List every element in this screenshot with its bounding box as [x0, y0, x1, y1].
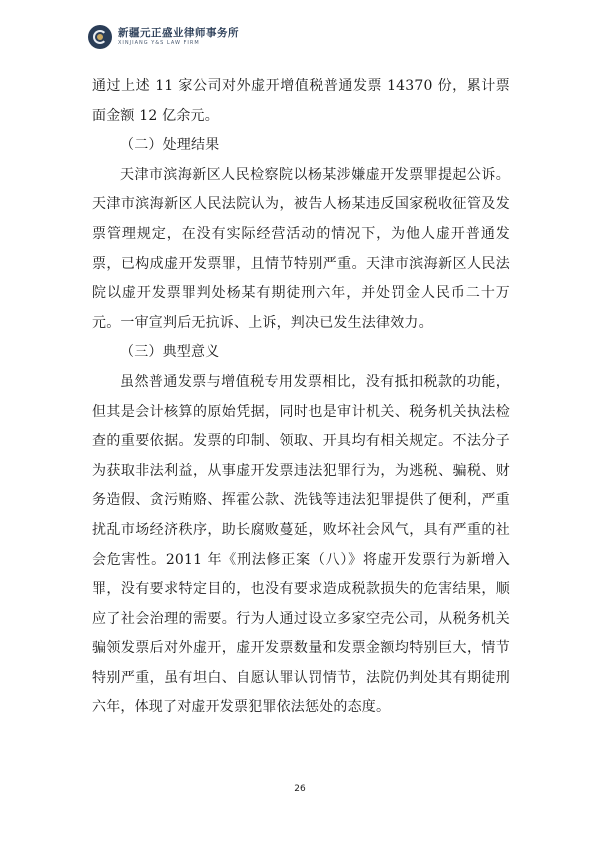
- page-number: 26: [294, 784, 306, 794]
- paragraph-continuation: 通过上述 11 家公司对外虚开增值税普通发票 14370 份，累计票面金额 12 亿余元。: [92, 78, 510, 124]
- document-body: [92, 72, 510, 723]
- paragraph-result: 天津市滨海新区人民检察院以杨某涉嫌虚开发票罪提起公诉。天津市滨海新区人民法院认为，被告人杨某违反国家税收征管及发票管理规定，在没有实际经营活动的情况下，为他人虚开普通发票，已构成虚开发票罪，且情节特别严重。天津市滨海新区人民法院以虚开发票罪判处杨某有期徒刑六年，并处罚金人民币二十万元。一审宣判后无抗诉、上诉，判决已发生法律效力。: [92, 166, 510, 331]
- section-heading-significance: （三）典型意义: [120, 344, 220, 361]
- section-heading-result: （二）处理结果: [120, 137, 220, 154]
- paragraph-significance: 虽然普通发票与增值税专用发票相比，没有抵扣税款的功能，但其是会计核算的原始凭据，同时也是审计机关、税务机关执法检查的重要依据。发票的印制、领取、开具均有相关规定。不法分子为获取非法利益，从事虚开发票违法犯罪行为，为逃税、骗税、财务造假、贪污贿赂、挥霍公款、洗钱等违法犯罪提供了便利，严重扰乱市场经济秩序，助长腐败蔓延，败坏社会风气，具有严重的社会危害性。2011 年《刑法修正案（八）》将虚开发票行为新增入罪，没有要求特定目的，也没有要求造成税款损失的危害结果，顺应了社会治理的需要。行为人通过设立多家空壳公司，从税务机关骗领发票后对外虚开，虚开发票数量和发票金额均特别巨大，情节特别严重，虽有坦白、自愿认罪认罚情节，法院仍判处其有期徒刑六年，体现了对虚开发票犯罪依法惩处的态度。: [92, 373, 510, 716]
- letterhead: [88, 22, 239, 52]
- firm-name-chinese: 新疆元正盛业律师事务所: [118, 26, 239, 39]
- firm-name-english: XINJIANG Y&S LAW FIRM: [118, 40, 200, 47]
- firm-name-block: [118, 28, 239, 47]
- firm-logo-icon: [88, 25, 112, 49]
